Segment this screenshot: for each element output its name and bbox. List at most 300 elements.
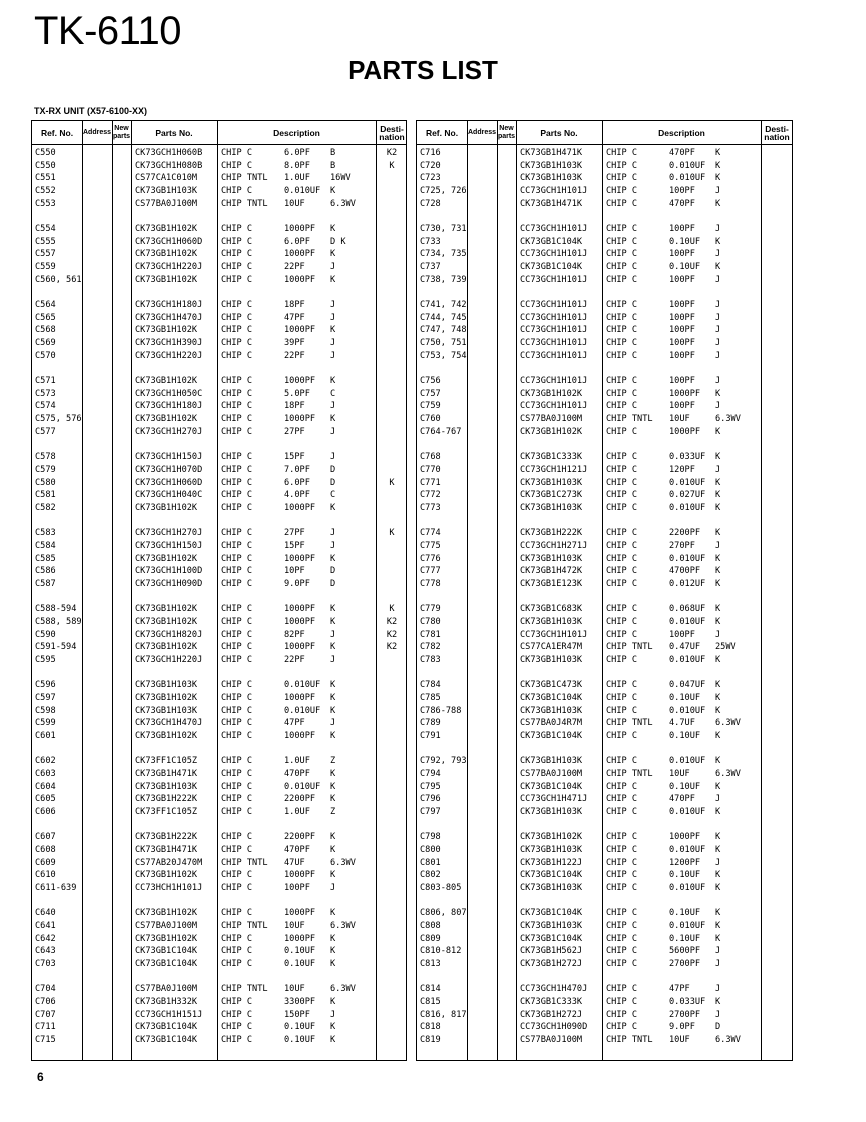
description-type-cell: CHIP TNTL: [606, 768, 653, 779]
description-value-cell: 100PF: [284, 883, 310, 894]
description-type-cell: CHIP C: [606, 160, 638, 171]
table-row: [32, 312, 406, 325]
column-divider: [131, 121, 132, 1060]
ref-no-cell: C774: [420, 528, 441, 539]
description-value-cell: 1000PF: [284, 692, 316, 703]
ref-no-cell: C772: [420, 490, 441, 501]
description-spec-cell: J: [715, 946, 721, 957]
description-value-cell: 6.0PF: [284, 148, 310, 158]
parts-no-cell: CK73GCH1H470J: [135, 718, 203, 729]
description-type-cell: CHIP C: [606, 997, 638, 1008]
description-type-cell: CHIP C: [221, 844, 253, 855]
description-value-cell: 1000PF: [284, 414, 316, 425]
table-row: [32, 160, 406, 173]
table-row: [32, 553, 406, 566]
ref-no-cell: C603: [35, 768, 56, 779]
ref-no-cell: C813: [420, 959, 441, 970]
description-value-cell: 2700PF: [669, 959, 701, 970]
parts-no-cell: CC73GCH1H090D: [520, 1022, 588, 1033]
description-type-cell: CHIP C: [606, 426, 638, 437]
ref-no-cell: C597: [35, 692, 56, 703]
description-value-cell: 4700PF: [669, 566, 701, 577]
ref-no-cell: C641: [35, 921, 56, 931]
description-type-cell: CHIP C: [221, 946, 253, 957]
description-type-cell: CHIP C: [606, 781, 638, 792]
parts-no-cell: CK73GCH1H060D: [135, 236, 203, 247]
description-value-cell: 7.0PF: [284, 464, 310, 475]
description-spec-cell: K: [715, 616, 721, 627]
description-spec-cell: K: [715, 756, 721, 767]
table-row: [32, 768, 406, 781]
description-value-cell: 1000PF: [284, 604, 316, 615]
table-row: [417, 717, 792, 730]
parts-no-cell: CK73GB1H102K: [135, 274, 198, 285]
ref-no-cell: C806, 807: [420, 908, 467, 919]
ref-no-cell: C733: [420, 236, 441, 247]
description-type-cell: CHIP C: [606, 946, 638, 957]
description-value-cell: 1000PF: [284, 502, 316, 513]
description-value-cell: 100PF: [669, 629, 695, 640]
parts-no-cell: CC73GCH1H101J: [520, 325, 588, 336]
description-type-cell: CHIP TNTL: [221, 173, 268, 184]
ref-no-cell: C777: [420, 566, 441, 577]
description-value-cell: 0.010UF: [669, 502, 706, 513]
description-type-cell: CHIP C: [221, 312, 253, 323]
description-spec-cell: K: [715, 870, 721, 881]
ref-no-cell: C738, 739: [420, 274, 467, 285]
description-spec-cell: K: [330, 781, 336, 792]
table-row: [417, 781, 792, 794]
description-spec-cell: J: [715, 540, 721, 551]
parts-no-cell: CK73GB1H102K: [520, 832, 583, 843]
header-parts-no: Parts No.: [540, 127, 578, 138]
description-value-cell: 100PF: [669, 325, 695, 336]
column-divider: [497, 121, 498, 1060]
parts-no-cell: CK73GB1H102K: [135, 642, 198, 653]
parts-no-cell: CK73GCH1H220J: [135, 654, 203, 665]
ref-no-cell: C795: [420, 781, 441, 792]
table-row: [32, 755, 406, 768]
table-row: [32, 857, 406, 870]
description-value-cell: 10UF: [669, 1035, 690, 1046]
ref-no-cell: C604: [35, 781, 56, 792]
ref-no-cell: C792, 793: [420, 756, 467, 767]
description-type-cell: CHIP C: [221, 566, 253, 577]
parts-no-cell: CK73GB1C104K: [520, 236, 583, 247]
table-row: [417, 553, 792, 566]
header-description: Description: [658, 127, 705, 138]
parts-no-cell: CK73GB1C104K: [135, 1022, 198, 1033]
description-spec-cell: K: [715, 477, 721, 488]
description-type-cell: CHIP C: [221, 959, 253, 970]
description-value-cell: 0.010UF: [669, 844, 706, 855]
ref-no-cell: C780: [420, 616, 441, 627]
description-value-cell: 82PF: [284, 629, 305, 640]
table-row: [417, 603, 792, 616]
parts-no-cell: CK73GB1C104K: [520, 692, 583, 703]
description-spec-cell: K: [715, 198, 721, 209]
table-row: [32, 983, 406, 996]
description-value-cell: 47UF: [284, 857, 305, 868]
description-type-cell: CHIP C: [606, 477, 638, 488]
description-type-cell: CHIP C: [221, 300, 253, 311]
ref-no-cell: C794: [420, 768, 441, 779]
column-divider: [112, 121, 113, 1060]
row-group: [32, 831, 406, 894]
description-type-cell: CHIP C: [606, 578, 638, 589]
parts-no-cell: CC73GCH1H101J: [520, 300, 588, 311]
description-spec-cell: 25WV: [715, 642, 736, 653]
description-value-cell: 1000PF: [284, 908, 316, 919]
ref-no-cell: C704: [35, 984, 56, 995]
description-value-cell: 0.10UF: [284, 959, 316, 970]
parts-no-cell: CK73GB1H102K: [135, 325, 198, 336]
description-type-cell: CHIP C: [221, 325, 253, 336]
description-value-cell: 9.0PF: [284, 578, 310, 589]
description-spec-cell: K: [715, 705, 721, 716]
ref-no-cell: C568: [35, 325, 56, 336]
description-type-cell: CHIP C: [606, 198, 638, 209]
description-type-cell: CHIP C: [221, 718, 253, 729]
description-type-cell: CHIP TNTL: [221, 198, 268, 209]
table-row: [32, 844, 406, 857]
table-row: [32, 337, 406, 350]
parts-no-cell: CK73GB1H103K: [135, 705, 198, 716]
table-row: [32, 806, 406, 819]
ref-no-cell: C606: [35, 807, 56, 817]
parts-no-cell: CK73GB1C104K: [135, 959, 198, 970]
table-row: [32, 996, 406, 1009]
ref-no-cell: C571: [35, 376, 56, 387]
row-group: [417, 223, 792, 286]
description-value-cell: 0.10UF: [669, 908, 701, 919]
description-type-cell: CHIP C: [221, 1022, 253, 1033]
destination-cell: K: [389, 528, 395, 539]
description-type-cell: CHIP C: [221, 933, 253, 944]
parts-no-cell: CK73GB1C104K: [520, 781, 583, 792]
table-row: [32, 274, 406, 287]
header-address: Address: [467, 128, 496, 136]
parts-no-cell: CK73GB1C273K: [520, 490, 583, 501]
parts-no-cell: CK73GCH1H100D: [135, 566, 203, 577]
row-group: [32, 147, 406, 210]
description-type-cell: CHIP C: [606, 173, 638, 184]
description-type-cell: CHIP C: [606, 325, 638, 336]
ref-no-cell: C565: [35, 312, 56, 323]
row-group: [32, 527, 406, 590]
description-value-cell: 470PF: [669, 794, 695, 805]
description-type-cell: CHIP C: [221, 540, 253, 551]
description-spec-cell: D: [330, 578, 336, 589]
description-spec-cell: J: [715, 984, 721, 995]
description-value-cell: 2200PF: [284, 794, 316, 805]
table-row: [32, 907, 406, 920]
description-type-cell: CHIP C: [606, 388, 638, 399]
ref-no-cell: C611-639: [35, 883, 77, 894]
ref-no-cell: C744, 745: [420, 312, 467, 323]
description-spec-cell: D: [330, 477, 336, 488]
description-type-cell: CHIP C: [221, 553, 253, 564]
table-row: [32, 236, 406, 249]
description-value-cell: 27PF: [284, 528, 305, 539]
table-row: [417, 375, 792, 388]
table-row: [417, 920, 792, 933]
description-spec-cell: J: [330, 262, 336, 273]
description-value-cell: 0.010UF: [669, 921, 706, 931]
description-type-cell: CHIP C: [606, 870, 638, 881]
row-group: [32, 451, 406, 514]
destination-cell: K2: [386, 629, 398, 640]
parts-no-cell: CS77BA0J100M: [520, 768, 583, 779]
ref-no-cell: C785: [420, 692, 441, 703]
row-group: [32, 755, 406, 818]
parts-no-cell: CC73GCH1H101J: [520, 249, 588, 260]
table-row: [32, 629, 406, 642]
ref-no-cell: C770: [420, 464, 441, 475]
description-type-cell: CHIP C: [221, 464, 253, 475]
description-spec-cell: J: [715, 857, 721, 868]
description-value-cell: 6.0PF: [284, 477, 310, 488]
destination-cell: K: [389, 160, 395, 171]
ref-no-cell: C596: [35, 680, 56, 691]
description-spec-cell: 6.3WV: [330, 984, 356, 995]
description-value-cell: 2200PF: [669, 528, 701, 539]
column-divider: [761, 121, 762, 1060]
ref-no-cell: C570: [35, 350, 56, 361]
description-spec-cell: J: [330, 528, 336, 539]
description-value-cell: 100PF: [669, 312, 695, 323]
table-row: [417, 565, 792, 578]
description-value-cell: 1.0UF: [284, 807, 310, 817]
row-group: [417, 679, 792, 742]
ref-no-cell: C801: [420, 857, 441, 868]
description-type-cell: CHIP C: [221, 642, 253, 653]
table-row: [417, 806, 792, 819]
column-divider: [217, 121, 218, 1060]
description-type-cell: CHIP C: [221, 604, 253, 615]
table-row: [32, 565, 406, 578]
table-row: [32, 451, 406, 464]
description-spec-cell: K: [715, 921, 721, 931]
description-value-cell: 1000PF: [284, 376, 316, 387]
parts-no-cell: CC73GCH1H471J: [520, 794, 588, 805]
table-row: [417, 337, 792, 350]
parts-no-cell: CK73GB1H102K: [135, 414, 198, 425]
description-spec-cell: J: [715, 300, 721, 311]
description-type-cell: CHIP TNTL: [221, 921, 268, 931]
ref-no-cell: C734, 735: [420, 249, 467, 260]
description-spec-cell: 6.3WV: [330, 921, 356, 931]
parts-no-cell: CK73GB1H102K: [135, 692, 198, 703]
destination-cell: K: [389, 604, 395, 615]
description-value-cell: 0.068UF: [669, 604, 706, 615]
parts-no-cell: CK73GB1C104K: [520, 730, 583, 741]
parts-no-cell: CC73GCH1H101J: [520, 401, 588, 412]
parts-no-cell: CS77CA1ER47M: [520, 642, 583, 653]
description-value-cell: 0.10UF: [669, 730, 701, 741]
table-row: [417, 464, 792, 477]
description-value-cell: 10UF: [669, 414, 690, 425]
header-ref-no: Ref. No.: [425, 127, 459, 138]
parts-no-cell: CK73GCH1H390J: [135, 338, 203, 349]
table-row: [32, 882, 406, 895]
ref-no-cell: C550: [35, 160, 56, 171]
row-group: [417, 147, 792, 210]
parts-no-cell: CS77BA0J100M: [520, 1035, 583, 1046]
ref-no-cell: C760: [420, 414, 441, 425]
description-type-cell: CHIP C: [606, 680, 638, 691]
ref-no-cell: C595: [35, 654, 56, 665]
description-spec-cell: J: [715, 959, 721, 970]
ref-no-cell: C757: [420, 388, 441, 399]
description-value-cell: 0.010UF: [669, 616, 706, 627]
description-spec-cell: D: [330, 464, 336, 475]
description-value-cell: 0.010UF: [284, 705, 321, 716]
description-spec-cell: J: [715, 224, 721, 235]
description-spec-cell: 6.3WV: [715, 718, 741, 729]
parts-no-cell: CK73GB1H103K: [520, 616, 583, 627]
description-type-cell: CHIP C: [221, 502, 253, 513]
table-row: [417, 527, 792, 540]
description-type-cell: CHIP C: [221, 338, 253, 349]
ref-no-cell: C723: [420, 173, 441, 184]
ref-no-cell: C768: [420, 452, 441, 463]
ref-no-cell: C643: [35, 946, 56, 957]
table-row: [32, 413, 406, 426]
description-spec-cell: 16WV: [330, 173, 351, 184]
description-spec-cell: K: [715, 844, 721, 855]
description-spec-cell: K: [715, 997, 721, 1008]
table-row: [417, 299, 792, 312]
parts-no-cell: CK73GCH1H150J: [135, 452, 203, 463]
table-body: [417, 147, 792, 1059]
description-type-cell: CHIP C: [221, 490, 253, 501]
description-value-cell: 6.0PF: [284, 236, 310, 247]
destination-cell: K2: [386, 642, 398, 653]
row-group: [417, 755, 792, 818]
table-row: [32, 248, 406, 261]
parts-no-cell: CK73GCH1H050C: [135, 388, 203, 399]
description-spec-cell: B: [330, 160, 336, 171]
header-ref-no: Ref. No.: [40, 127, 74, 138]
ref-no-cell: C601: [35, 730, 56, 741]
description-value-cell: 4.7UF: [669, 718, 695, 729]
description-value-cell: 0.010UF: [669, 807, 706, 817]
description-spec-cell: J: [715, 274, 721, 285]
table-row: [32, 1034, 406, 1047]
description-spec-cell: J: [330, 312, 336, 323]
description-value-cell: 10PF: [284, 566, 305, 577]
description-value-cell: 4.0PF: [284, 490, 310, 501]
description-type-cell: CHIP C: [606, 908, 638, 919]
parts-no-cell: CS77BA0J100M: [520, 414, 583, 425]
description-type-cell: CHIP C: [606, 807, 638, 817]
description-spec-cell: J: [330, 300, 336, 311]
parts-no-cell: CC73GCH1H121J: [520, 464, 588, 475]
description-type-cell: CHIP C: [221, 160, 253, 171]
description-value-cell: 470PF: [669, 198, 695, 209]
description-type-cell: CHIP C: [606, 249, 638, 260]
parts-no-cell: CK73GB1H122J: [520, 857, 583, 868]
description-value-cell: 270PF: [669, 540, 695, 551]
table-row: [32, 1009, 406, 1022]
parts-no-cell: CS77BA0J100M: [135, 198, 198, 209]
description-spec-cell: K: [330, 680, 336, 691]
parts-no-cell: CC73GCH1H101J: [520, 274, 588, 285]
parts-no-cell: CK73GB1H332K: [135, 997, 198, 1008]
description-type-cell: CHIP C: [606, 616, 638, 627]
description-value-cell: 0.10UF: [669, 870, 701, 881]
description-spec-cell: J: [715, 376, 721, 387]
description-spec-cell: K: [715, 262, 721, 273]
description-type-cell: CHIP C: [606, 528, 638, 539]
parts-no-cell: CS77BA0J100M: [135, 984, 198, 995]
description-spec-cell: K: [715, 832, 721, 843]
table-row: [417, 400, 792, 413]
description-spec-cell: K: [715, 160, 721, 171]
description-value-cell: 9.0PF: [669, 1022, 695, 1033]
parts-no-cell: CK73GB1H103K: [135, 186, 198, 197]
description-spec-cell: K: [715, 692, 721, 703]
header-address: Address: [82, 128, 111, 136]
description-spec-cell: D K: [330, 236, 346, 247]
description-type-cell: CHIP C: [221, 730, 253, 741]
description-spec-cell: K: [715, 148, 721, 158]
ref-no-cell: C716: [420, 148, 441, 158]
parts-no-cell: CK73GB1H103K: [520, 883, 583, 894]
row-group: [417, 299, 792, 362]
table-row: [32, 641, 406, 654]
table-row: [32, 705, 406, 718]
description-type-cell: CHIP C: [221, 705, 253, 716]
description-value-cell: 0.010UF: [669, 477, 706, 488]
parts-no-cell: CC73GCH1H101J: [520, 186, 588, 197]
table-row: [32, 502, 406, 515]
description-spec-cell: 6.3WV: [715, 768, 741, 779]
parts-no-cell: CK73GB1H471K: [135, 844, 198, 855]
description-spec-cell: J: [330, 883, 336, 894]
description-value-cell: 0.10UF: [669, 692, 701, 703]
description-value-cell: 0.10UF: [284, 946, 316, 957]
parts-no-cell: CK73GCH1H180J: [135, 401, 203, 412]
description-type-cell: CHIP C: [221, 680, 253, 691]
table-row: [32, 350, 406, 363]
description-type-cell: CHIP C: [606, 236, 638, 247]
header-new-parts: New parts: [112, 124, 131, 140]
table-row: [32, 616, 406, 629]
table-row: [417, 172, 792, 185]
parts-no-cell: CK73GCH1H270J: [135, 528, 203, 539]
description-type-cell: CHIP C: [606, 553, 638, 564]
description-spec-cell: K: [715, 173, 721, 184]
parts-no-cell: CK73GB1C683K: [520, 604, 583, 615]
table-row: [417, 350, 792, 363]
parts-no-cell: CK73GB1H102K: [135, 249, 198, 260]
table-row: [32, 261, 406, 274]
description-value-cell: 15PF: [284, 540, 305, 551]
ref-no-cell: C776: [420, 553, 441, 564]
table-header: [417, 121, 792, 145]
ref-no-cell: C591-594: [35, 642, 77, 653]
parts-no-cell: CK73GB1H103K: [520, 502, 583, 513]
description-type-cell: CHIP TNTL: [221, 984, 268, 995]
table-row: [32, 223, 406, 236]
description-value-cell: 1000PF: [284, 224, 316, 235]
description-spec-cell: K: [330, 376, 336, 387]
row-group: [32, 679, 406, 742]
description-spec-cell: B: [330, 148, 336, 158]
ref-no-cell: C607: [35, 832, 56, 843]
